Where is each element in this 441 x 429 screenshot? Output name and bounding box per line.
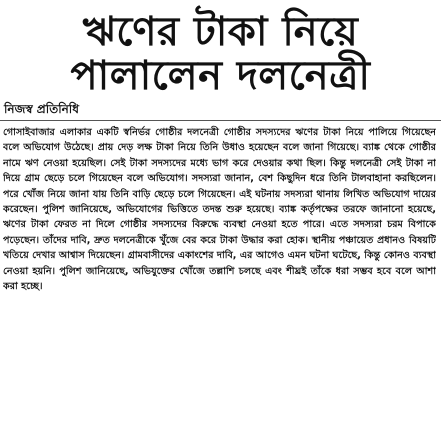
article-body: গোসাইবাজার এলাকার একটি স্বনির্ভর গোষ্ঠীর দলনেত্রী গোষ্ঠীর সদস্যদের ঋণের টাকা নিয়ে পালিয়ে গিয়েছেন বলে অভিযোগ উঠেছে। প্রায় দেড় লক্ষ টাকা নিয়ে তিনি উধাও হয়েছেন বলে জানা গিয়েছে। ব্যাঙ্ক থেকে গোষ্ঠীর নামে ঋণ নেওয়া হয়েছিল। সেই টাকা সদস্যদের মধ্যে ভাগ করে দেওয়ার কথা ছিল। কিন্তু দলনেত্রী সেই টাকা না দিয়ে গ্রাম ছেড়ে চলে গিয়েছেন বলে অভিযোগ। সদস্যরা জানান, বেশ কিছুদিন ধরে তিনি টালবাহানা করছিলেন। পরে খোঁজ নিয়ে জানা যায় তিনি বাড়ি ছেড়ে চলে গিয়েছেন। এই ঘটনায় সদস্যরা থানায় লিখিত অভিযোগ দায়ের করেছেন। পুলিশ জানিয়েছে, অভিযোগের ভিত্তিতে তদন্ত শুরু হয়েছে। ব্যাঙ্ক কর্তৃপক্ষের তরফে জানানো হয়েছে, ঋণের টাকা ফেরত না দিলে গোষ্ঠীর সদস্যদের বিরুদ্ধে ব্যবস্থা নেওয়া হতে পারে। এতে সদস্যরা চরম বিপাকে পড়েছেন। তাঁদের দাবি, দ্রুত দলনেত্রীকে খুঁজে বের করে টাকা উদ্ধার করা হোক। স্থানীয় পঞ্চায়েত প্রধানও বিষয়টি খতিয়ে দেখার আশ্বাস দিয়েছেন। গ্রামবাসীদের একাংশের দাবি, এর আগেও এমন ঘটনা ঘটেছে, কিন্তু কোনও ব্যবস্থা নেওয়া হয়নি। পুলিশ জানিয়েছে, অভিযুক্তের খোঁজে তল্লাশি চলছে এবং শীঘ্রই তাঁকে ধরা সম্ভব হবে বলে আশা করা হচ্ছে। xyxy=(3,127,436,293)
headline-line-2: পালালেন দলনেত্রী xyxy=(70,53,371,99)
byline-divider xyxy=(0,120,441,121)
byline: নিজস্ব প্রতিনিধি xyxy=(4,102,79,116)
headline-line-1: ঋণের টাকা নিয়ে xyxy=(82,9,359,55)
